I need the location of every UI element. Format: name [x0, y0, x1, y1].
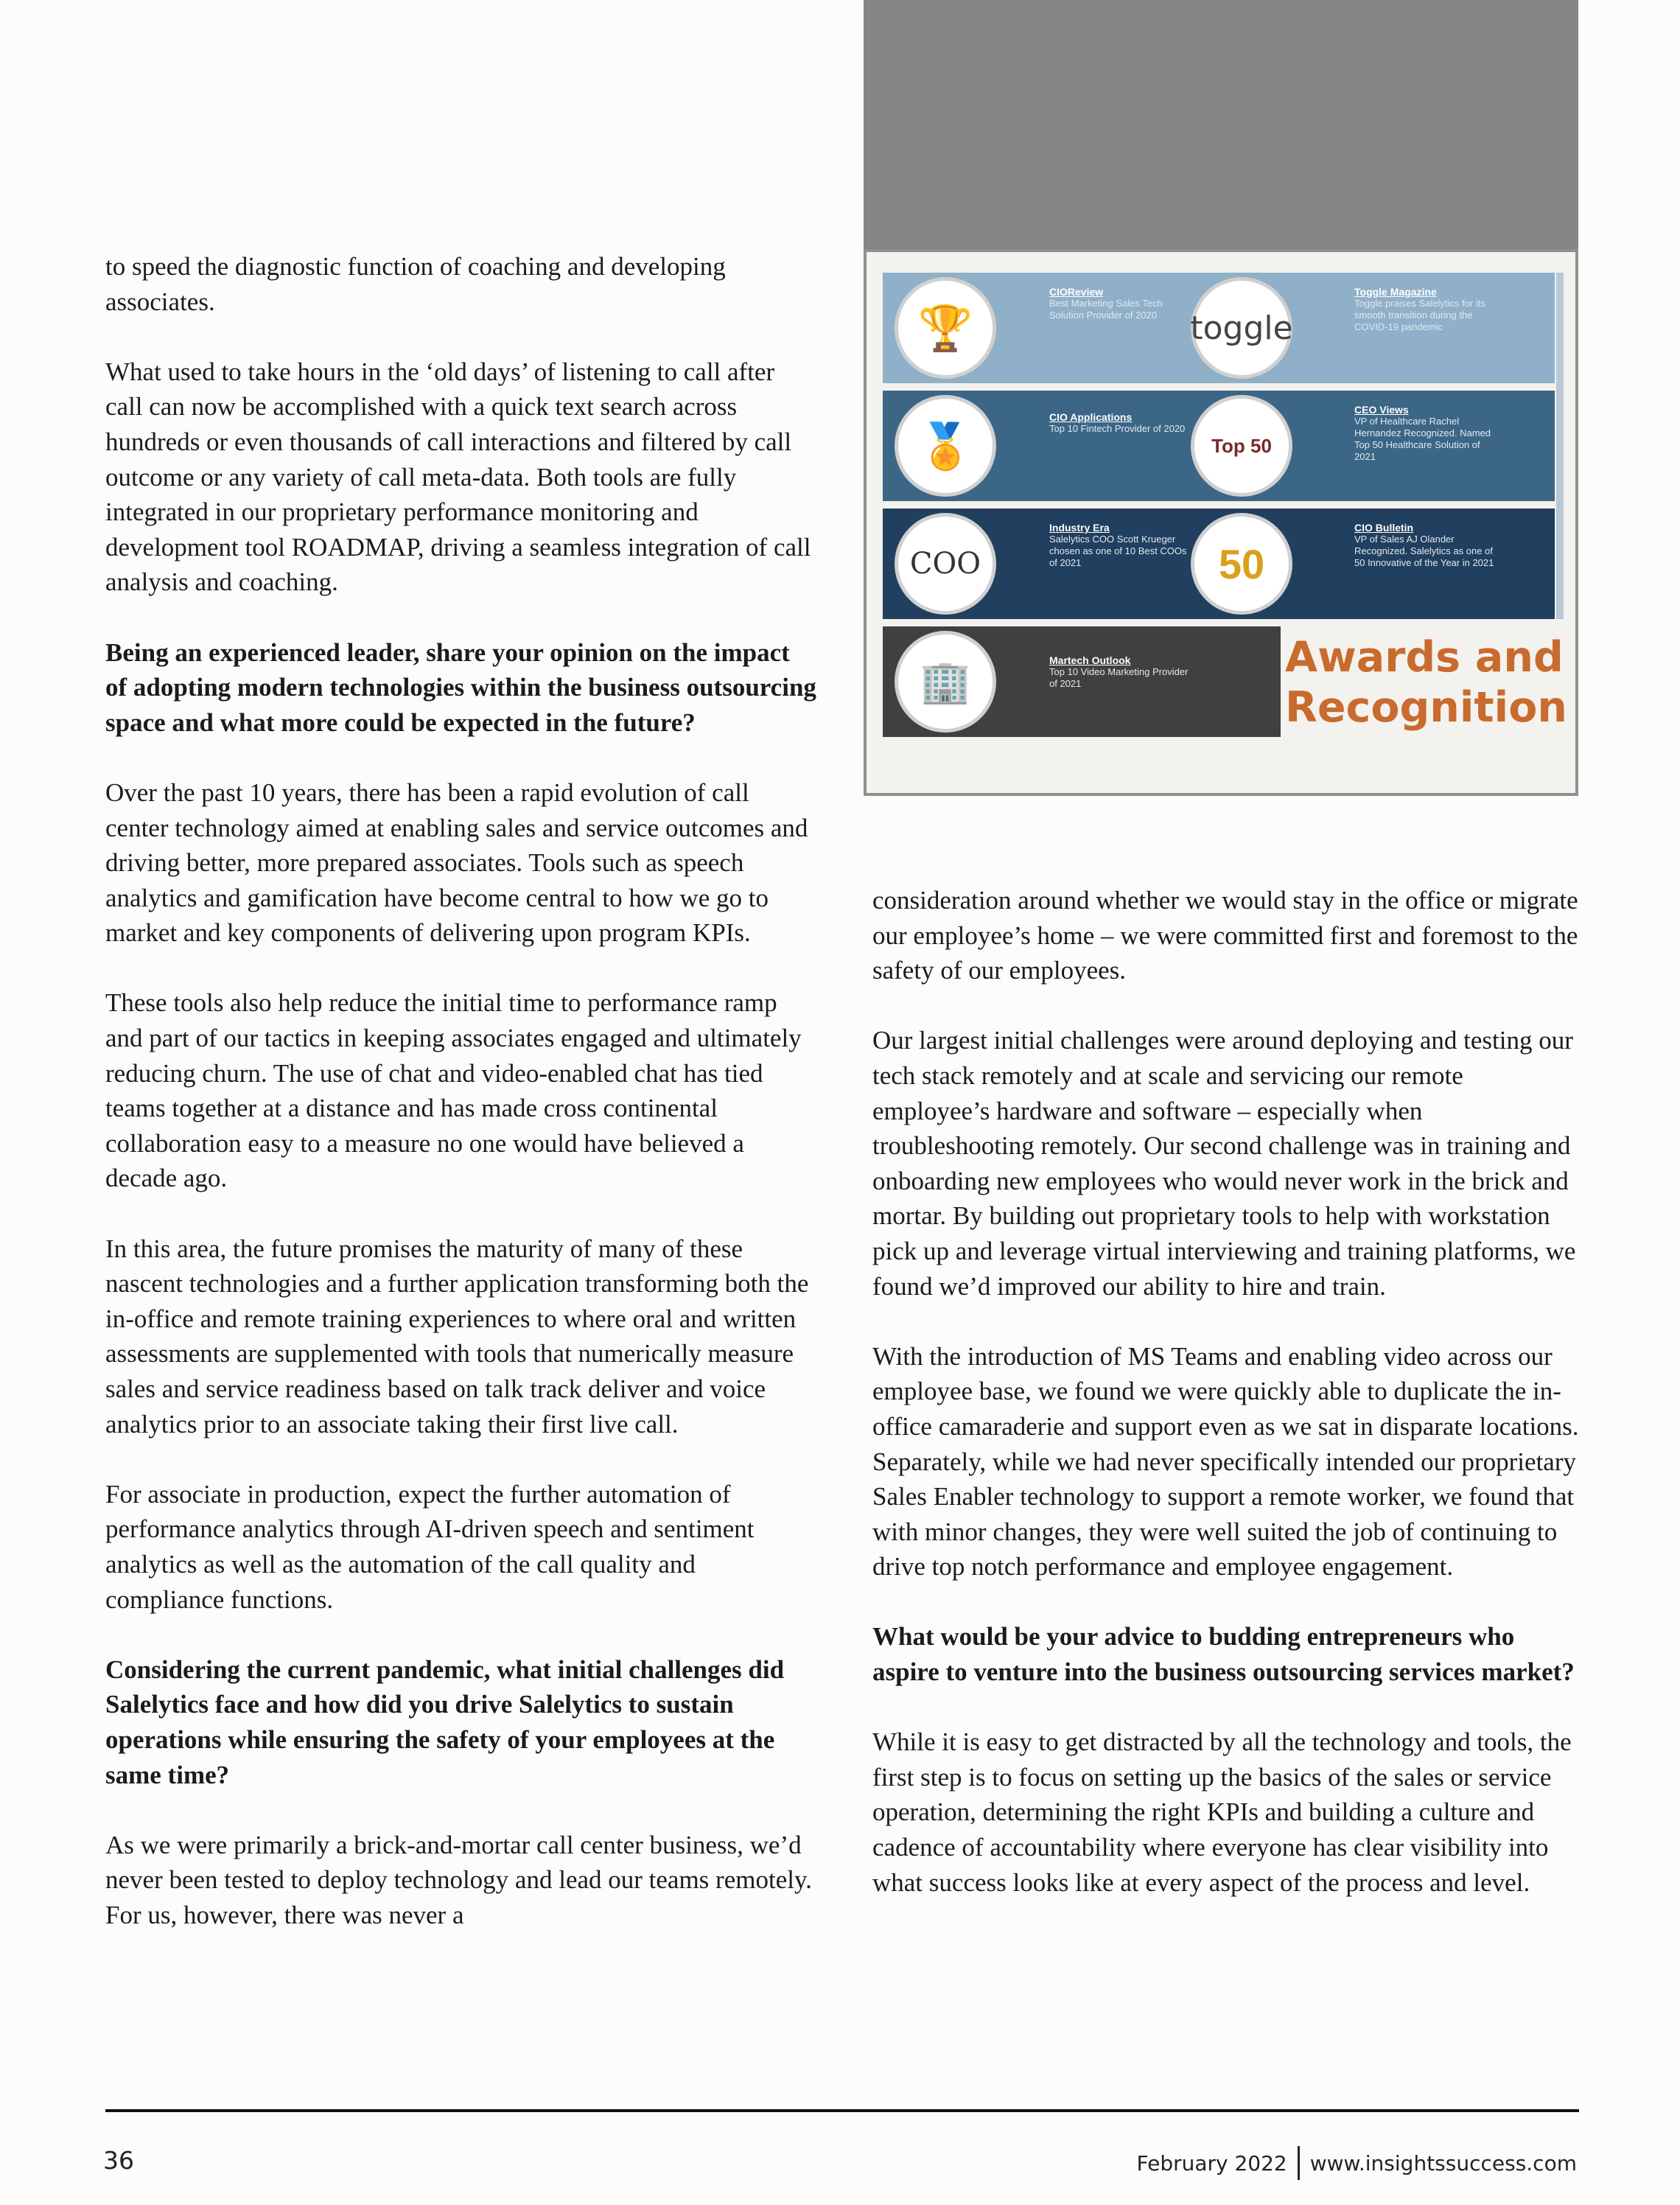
paragraph: As we were primarily a brick-and-mortar call center business, we’d never been tested to deploy technology and lead our teams remotely. For us, however, there was never a	[105, 1830, 812, 1929]
toggle-logo: toggle	[1191, 277, 1292, 379]
awards-image	[864, 249, 1578, 796]
interview-question: What would be your advice to budding entrepreneurs who aspire to venture into the business outsourcing services market?	[872, 1622, 1575, 1687]
award-entry: CIO Bulletin VP of Sales AJ Olander Recognized. Salelytics as one of 50 Innovative of the Year in 2021	[1354, 522, 1494, 568]
coo-badge: COO	[895, 513, 996, 615]
award-entry: CIOReview Best Marketing Sales Tech Solution Provider of 2020	[1049, 286, 1163, 321]
paragraph: In this area, the future promises the maturity of many of these nascent technologies and a further application transforming both the in-office and remote training experiences to where oral and written assessments are supplemented with tools that numerically measure sales and service readiness based on talk track deliver and voice analytics prior to an associate taking their first live call.	[105, 1234, 809, 1439]
awards-title: Awards and Recognition	[1285, 633, 1567, 732]
award-entry: Martech Outlook Top 10 Video Marketing Provider of 2021	[1049, 654, 1189, 689]
website-link[interactable]: www.insightssuccess.com	[1309, 2150, 1577, 2176]
paragraph: consideration around whether we would stay in the office or migrate our employee’s home – we were committed first and foremost to the safety of our employees.	[872, 886, 1578, 985]
paragraph: These tools also help reduce the initial time to performance ramp and part of our tactics in keeping associates engaged and ultimately reducing churn. The use of chat and video-enabled chat has tied teams together at a distance and has made cross continental collaboration easy to a measure no one would have believed a decade ago.	[105, 988, 802, 1193]
award-entry: Toggle Magazine Toggle praises Salelytics for its smooth transition during the COVID-19 pandemic	[1354, 286, 1485, 332]
fifty-badge: 50	[1191, 513, 1292, 615]
paragraph: to speed the diagnostic function of coaching and developing associates.	[105, 252, 726, 316]
trophy-icon: 🏆	[895, 277, 996, 379]
paragraph: What used to take hours in the ‘old days’ of listening to call after call can now be accomplished with a quick text search across hundreds or even thousands of call interactions and filtered by call outcome or any variety of call meta-data. Both tools are fully integrated in our proprietary performance monitoring and development tool ROADMAP, driving a seamless integration of call analysis and coaching.	[105, 357, 811, 597]
left-column	[105, 249, 816, 1933]
paragraph: With the introduction of MS Teams and enabling video across our employee base, we found we were quickly able to duplicate the in-office camaraderie and support even as we sat in disparate locations. Separately, while we had never specifically intended our proprietary Sales Enabler technology to support a remote worker, we found that with minor changes, they were well suited the job of continuing to drive top notch performance and employee engagement.	[872, 1341, 1579, 1582]
right-column	[872, 883, 1586, 1900]
interview-question: Considering the current pandemic, what initial challenges did Salelytics face and how did you drive Salelytics to sustain operations while ensuring the safety of your employees at the same time?	[105, 1654, 785, 1789]
issue-date: February 2022	[1136, 2150, 1287, 2176]
footer-divider	[105, 2109, 1579, 2112]
building-icon: 🏢	[895, 631, 996, 733]
image-scrollbar	[1556, 273, 1564, 619]
image-placeholder-block	[864, 0, 1578, 249]
interview-question: Being an experienced leader, share your opinion on the impact of adopting modern technologies within the business outsourcing space and what more could be expected in the future?	[105, 637, 816, 737]
award-entry: Industry Era Salelytics COO Scott Krueger chosen as one of 10 Best COOs of 2021	[1049, 522, 1187, 568]
paragraph: For associate in production, expect the further automation of performance analytics through AI-driven speech and sentiment analytics as well as the automation of the call quality and compliance functions.	[105, 1479, 755, 1614]
page-number: 36	[103, 2146, 134, 2175]
top50-badge: Top 50	[1191, 395, 1292, 497]
paragraph: Our largest initial challenges were around deploying and testing our tech stack remotely and at scale and servicing our remote employee’s hardware and software – especially when troubleshooting remotely. Our second challenge was in training and onboarding new employees who would never work in the brick and mortar. By building out proprietary tools to help with workstation pick up and leverage virtual interviewing and training platforms, we found we’d improved our ability to hire and train.	[872, 1026, 1576, 1301]
paragraph: While it is easy to get distracted by all the technology and tools, the first step is to focus on setting up the basics of the sales or service operation, determining the right KPIs and building a culture and cadence of accountability where everyone has clear visibility into what success looks like at every aspect of the process and level.	[872, 1727, 1572, 1897]
award-entry: CIO Applications Top 10 Fintech Provider of 2020	[1049, 411, 1186, 434]
medal-icon: 🏅	[895, 395, 996, 497]
footer-separator	[1298, 2146, 1300, 2180]
footer-info	[1137, 2146, 1577, 2180]
award-entry: CEO Views VP of Healthcare Rachel Hernandez Recognized. Named Top 50 Healthcare Solution of 2021	[1354, 404, 1491, 462]
paragraph: Over the past 10 years, there has been a rapid evolution of call center technology aimed at enabling sales and service outcomes and driving better, more prepared associates. Tools such as speech analytics and gamification have become central to how we go to market and key components of delivering upon program KPIs.	[105, 777, 808, 948]
